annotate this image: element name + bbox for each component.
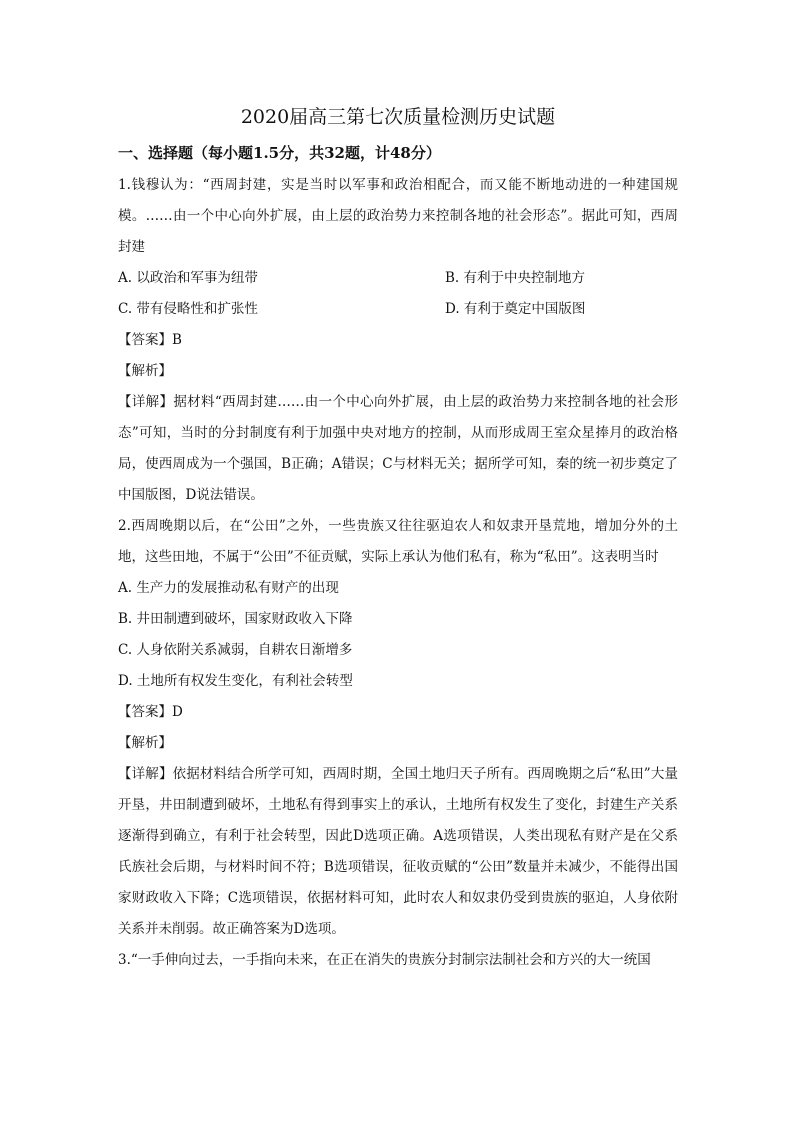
question-1-analysis-label: 【解析】: [118, 363, 172, 379]
question-2-option-d: D. 土地所有权发生变化，有利社会转型: [118, 673, 353, 689]
question-2-answer: 【答案】D: [118, 704, 183, 720]
question-1-answer: 【答案】B: [118, 332, 182, 348]
document-content: [118, 102, 678, 976]
question-2-analysis-label: 【解析】: [118, 735, 172, 751]
question-2-option-b: B. 井田制遭到破坏，国家财政收入下降: [118, 611, 353, 627]
question-1-options-row-2: [118, 294, 678, 325]
question-1-option-d: D. 有利于奠定中国版图: [445, 301, 586, 317]
question-1-stem: 1.钱穆认为：“西周封建，实是当时以军事和政治相配合，而又能不断地动进的一种建国规模。……由一个中心向外扩展，由上层的政治势力来控制各地的社会形态”。据此可知，西周封建: [118, 177, 678, 255]
question-2-option-a: A. 生产力的发展推动私有财产的出现: [118, 580, 339, 596]
question-2-option-c: C. 人身依附关系减弱，自耕农日渐增多: [118, 642, 353, 658]
question-1-option-a: A. 以政治和军事为纽带: [118, 270, 258, 286]
question-1-option-b: B. 有利于中央控制地方: [445, 270, 586, 286]
exam-title: 2020届高三第七次质量检测历史试题: [240, 106, 556, 128]
question-3-stem: 3.“一手伸向过去，一手指向未来，在正在消失的贵族分封制宗法制社会和方兴的大一统国: [118, 952, 651, 968]
section-heading: 一、选择题（每小题1.5分，共32题，计48分）: [118, 144, 441, 162]
question-1-detail: 【详解】据材料“西周封建……由一个中心向外扩展，由上层的政治势力来控制各地的社会形态”可知，当时的分封制度有利于加强中央对地方的控制，从而形成周王室众星捧月的政治格局，使西周成为一个强国，B正确；A错误；C与材料无关；据所学可知，秦的统一初步奠定了中国版图，D说法错误。: [118, 394, 678, 503]
question-2-stem: 2.西周晚期以后，在“公田”之外，一些贵族又往往驱迫农人和奴隶开垦荒地，增加分外的土地，这些田地，不属于“公田”不征贡赋，实际上承认为他们私有，称为“私田”。这表明当时: [118, 518, 678, 565]
question-2-detail: 【详解】依据材料结合所学可知，西周时期，全国土地归天子所有。西周晚期之后“私田”大量开垦，井田制遭到破坏，土地私有得到事实上的承认，土地所有权发生了变化，封建生产关系逐渐得到确立，有利于社会转型，因此D选项正确。A选项错误，人类出现私有财产是在父系氏族社会后期，与材料时间不符；B选项错误，征收贡赋的“公田”数量并未减少，不能得出国家财政收入下降；C选项错误，依据材料可知，此时农人和奴隶仍受到贵族的驱迫，人身依附关系并未削弱。故正确答案为D选项。: [118, 766, 678, 937]
question-1-option-c: C. 带有侵略性和扩张性: [118, 301, 258, 317]
question-1-options-row-1: [118, 263, 678, 294]
